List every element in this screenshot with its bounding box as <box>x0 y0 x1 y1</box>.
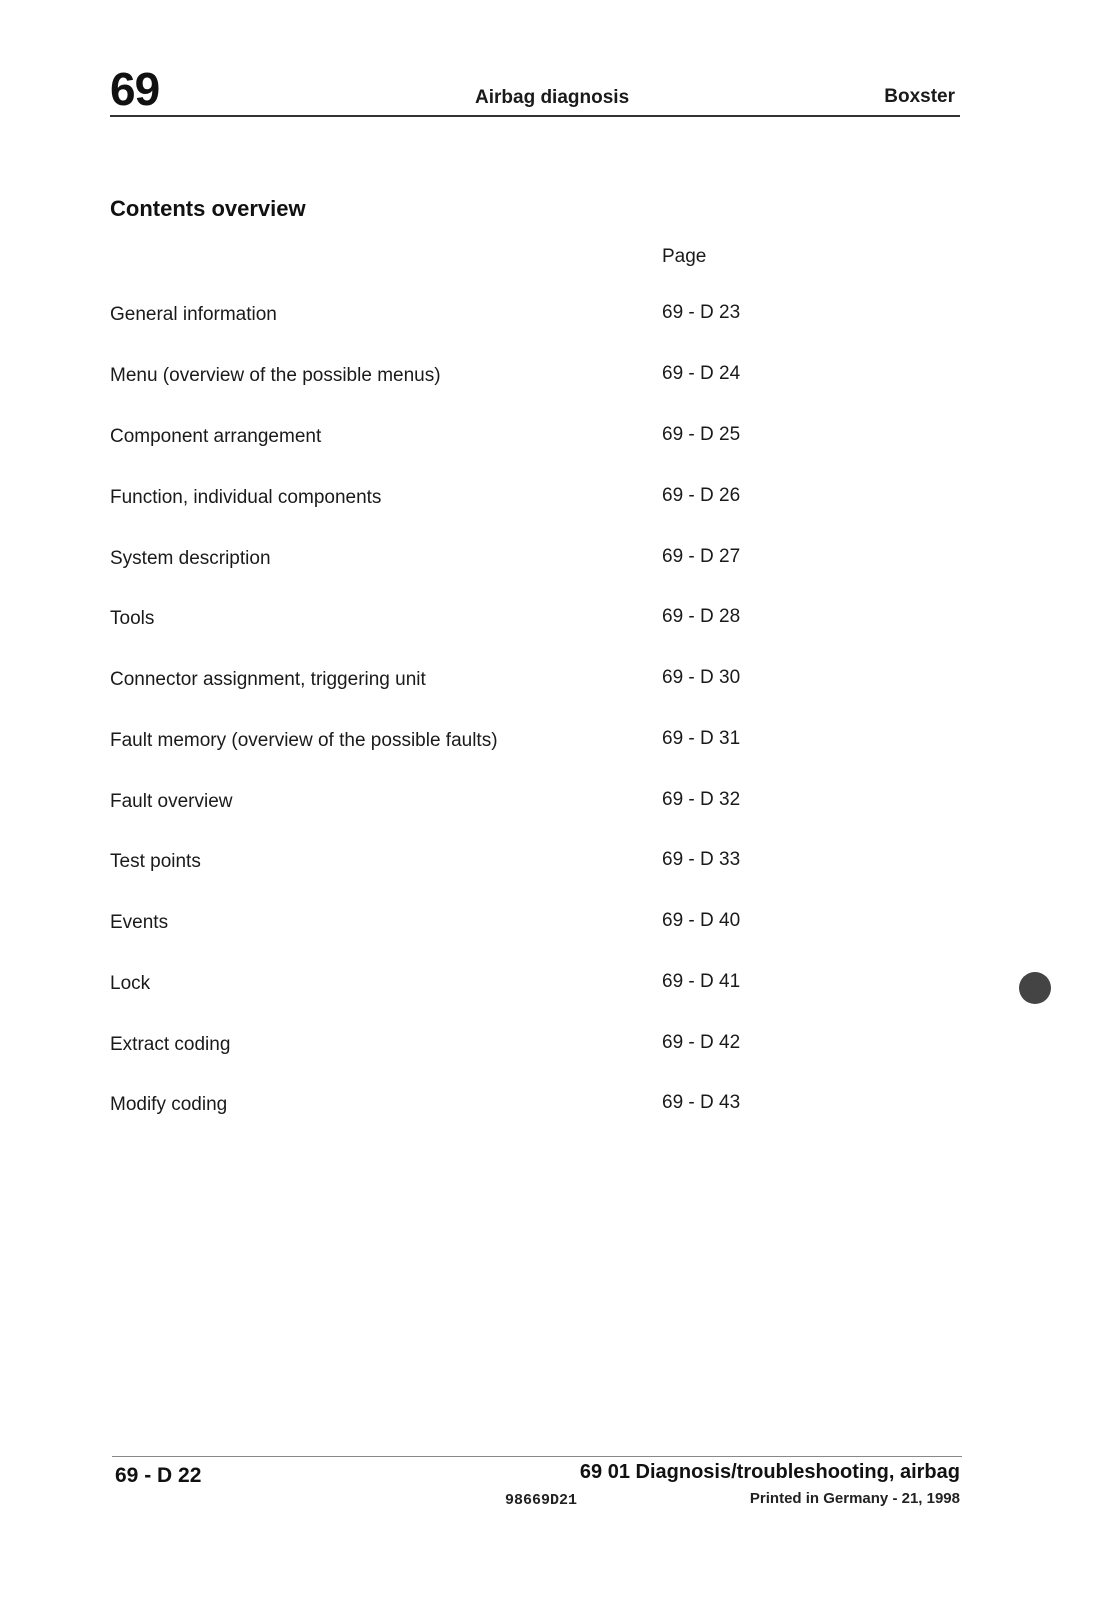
footer-page-number: 69 - D 22 <box>115 1464 202 1487</box>
toc-entry-page: 69 - D 27 <box>662 546 741 567</box>
toc-entry-page: 69 - D 25 <box>662 424 741 445</box>
toc-entry-label: Fault overview <box>110 791 233 812</box>
chapter-number: 69 <box>110 63 160 115</box>
toc-entry-label: Component arrangement <box>110 426 322 447</box>
toc-entry-page: 69 - D 26 <box>662 485 741 506</box>
toc-entry-page: 69 - D 24 <box>662 363 741 384</box>
toc-entry <box>0 1034 1120 1062</box>
toc-entry-label: Test points <box>110 851 201 872</box>
toc-entry-page: 69 - D 40 <box>662 910 741 931</box>
toc-entry <box>0 608 1120 636</box>
toc-entry-label: Lock <box>110 973 151 994</box>
toc-entry <box>0 912 1120 940</box>
toc-entry-label: Menu (overview of the possible menus) <box>110 365 441 386</box>
toc-entry <box>0 487 1120 515</box>
header-divider <box>110 115 960 117</box>
header-model: Boxster <box>884 86 955 107</box>
toc-entry-page: 69 - D 23 <box>662 302 741 323</box>
header-title: Airbag diagnosis <box>475 87 630 108</box>
footer-document-number: 98669D21 <box>505 1492 578 1509</box>
toc-entry <box>0 365 1120 393</box>
toc-entry-label: Events <box>110 912 169 933</box>
page-column-label: Page <box>662 246 707 267</box>
toc-entry-label: Tools <box>110 608 155 629</box>
toc-entry-label: Connector assignment, triggering unit <box>110 669 426 690</box>
toc-entry <box>0 304 1120 332</box>
toc-entry-page: 69 - D 28 <box>662 606 741 627</box>
toc-entry-label: Function, individual components <box>110 487 382 508</box>
toc-entry <box>0 791 1120 819</box>
footer-divider <box>112 1456 962 1457</box>
toc-entry-label: Extract coding <box>110 1034 231 1055</box>
toc-entry <box>0 669 1120 697</box>
toc-entry <box>0 973 1120 1001</box>
toc-entry-label: General information <box>110 304 277 325</box>
toc-entry-label: Modify coding <box>110 1094 228 1115</box>
toc-entry-page: 69 - D 43 <box>662 1092 741 1113</box>
toc-entry-label: Fault memory (overview of the possible faults) <box>110 730 498 751</box>
section-title: Contents overview <box>110 196 306 221</box>
toc-entry-page: 69 - D 41 <box>662 971 741 992</box>
toc-entry <box>0 730 1120 758</box>
footer-section-title: 69 01 Diagnosis/troubleshooting, airbag <box>579 1461 960 1483</box>
toc-entry-label: System description <box>110 548 271 569</box>
toc-entry-page: 69 - D 33 <box>662 849 741 870</box>
toc-entry-page: 69 - D 42 <box>662 1032 741 1053</box>
toc-entry-page: 69 - D 32 <box>662 789 741 810</box>
toc-entry-page: 69 - D 30 <box>662 667 741 688</box>
toc-entry <box>0 1094 1120 1122</box>
footer-print-info: Printed in Germany - 21, 1998 <box>749 1490 960 1507</box>
toc-entry <box>0 548 1120 576</box>
toc-entry <box>0 851 1120 879</box>
toc-entry-page: 69 - D 31 <box>662 728 741 749</box>
margin-dot-marker <box>1019 972 1051 1004</box>
toc-entry <box>0 426 1120 454</box>
